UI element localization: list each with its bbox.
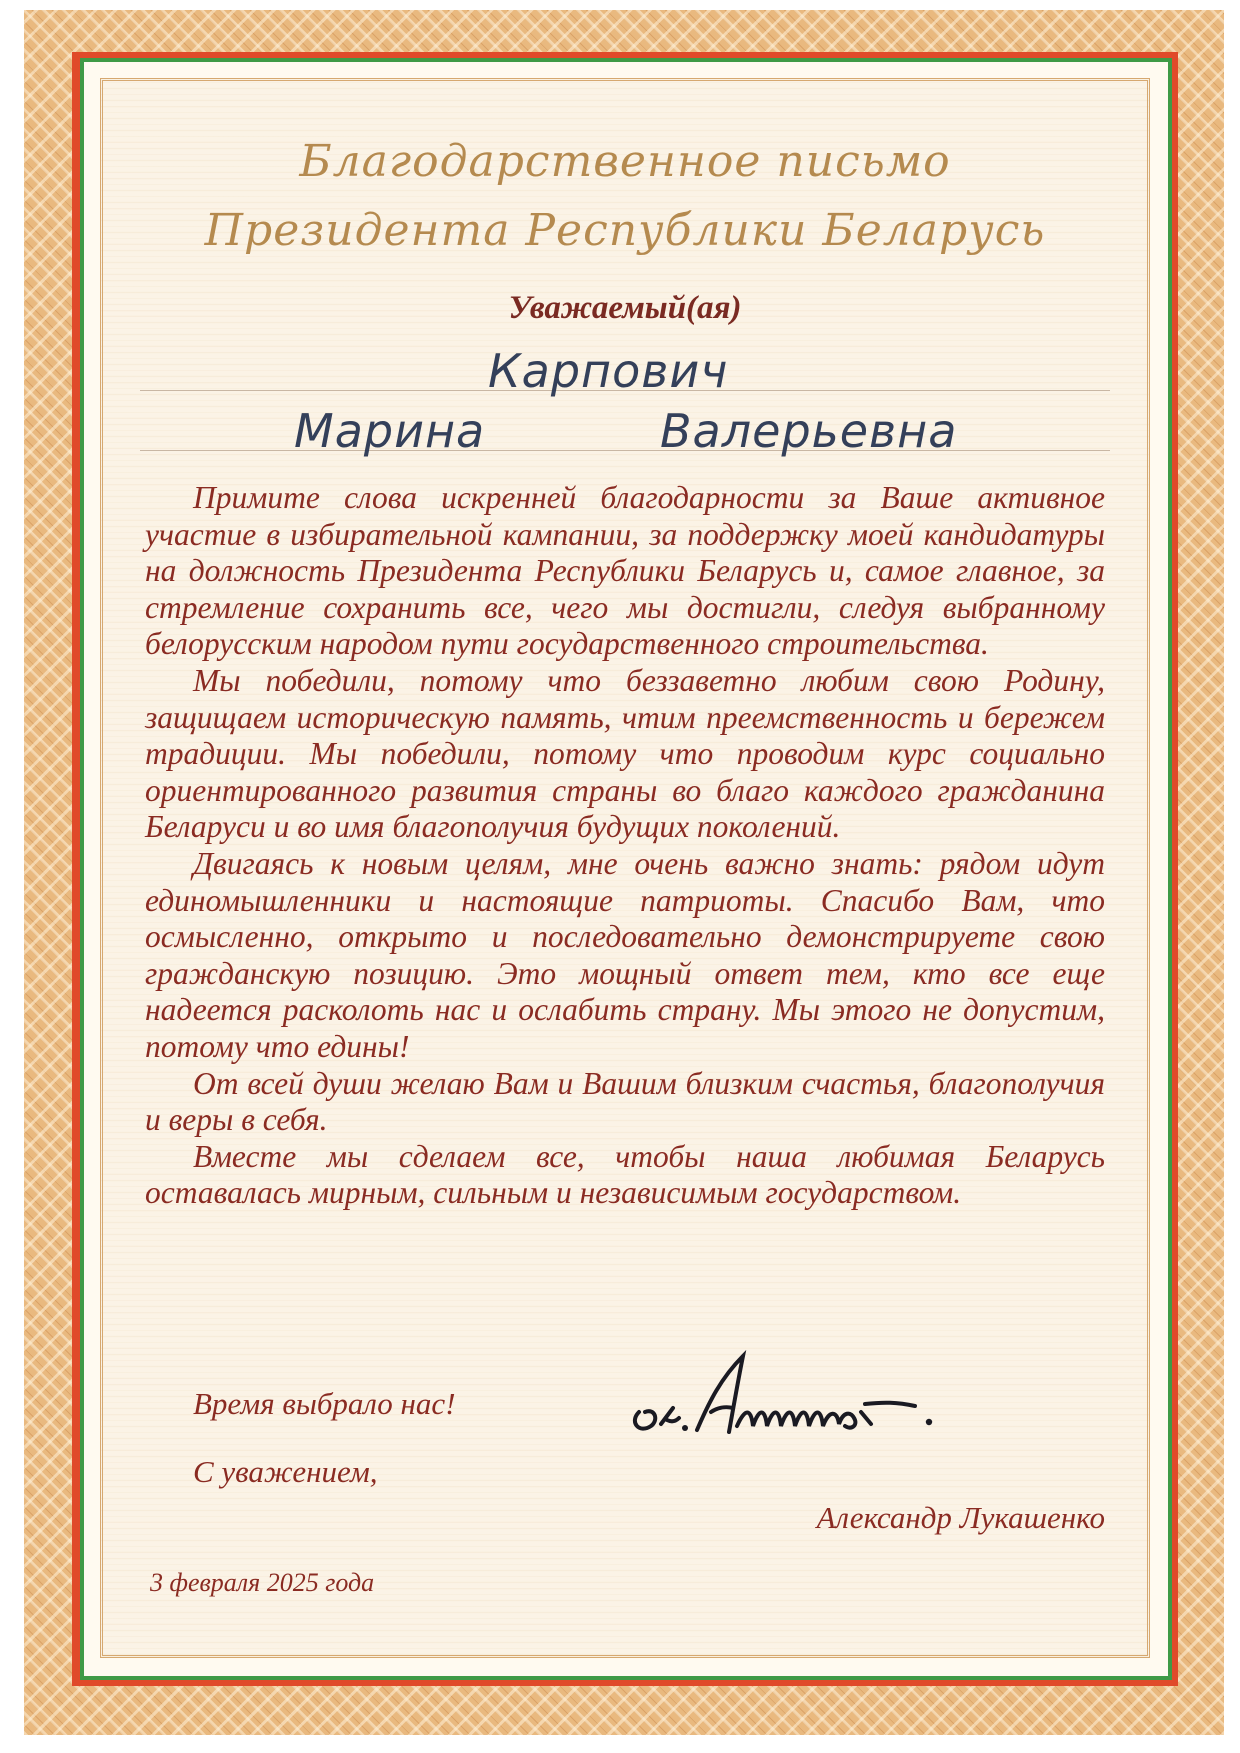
letter-date: 3 февраля 2025 года bbox=[150, 1568, 375, 1597]
signer-name: Александр Лукашенко bbox=[816, 1500, 1105, 1535]
letter-title-line-2: Президента Республики Беларусь bbox=[204, 205, 1046, 256]
letter-title-line-1: Благодарственное письмо bbox=[299, 136, 951, 187]
recipient-first-name: Марина bbox=[294, 404, 486, 458]
closing-phrase: С уважением, bbox=[193, 1454, 378, 1489]
recipient-patronymic: Валерьевна bbox=[660, 404, 958, 458]
body-paragraph: От всей души желаю Вам и Вашим близким счастья, благополучия и веры в себя. bbox=[145, 1065, 1105, 1138]
salutation: Уважаемый(ая) bbox=[508, 290, 742, 326]
handwritten-signature bbox=[625, 1350, 955, 1455]
body-paragraph: Примите слова искренней благодарности за Ваше активное участие в избирательной кампании, за поддержку моей кандидатуры на должность Президента Республики Беларусь и, самое главное, за стремление сохранить все, чего мы достигли, следуя выбранному белорусским народом пути государственного строительства. bbox=[145, 480, 1105, 662]
name-line-given bbox=[140, 450, 1110, 451]
letter-body bbox=[145, 480, 1105, 1212]
motto: Время выбрало нас! bbox=[193, 1386, 456, 1421]
body-paragraph: Двигаясь к новым целям, мне очень важно знать: рядом идут единомышленники и настоящие патриоты. Спасибо Вам, что осмысленно, открыто и последовательно демонстрируете свою гражданскую позицию. Это мощный ответ тем, кто все еще надеется расколоть нас и ослабить страну. Мы этого не допустим, потому что едины! bbox=[145, 845, 1105, 1064]
recipient-surname: Карпович bbox=[488, 344, 729, 398]
body-paragraph: Вместе мы сделаем все, чтобы наша любимая Беларусь оставалась мирным, сильным и независимым государством. bbox=[145, 1138, 1105, 1211]
body-paragraph: Мы победили, потому что беззаветно любим свою Родину, защищаем историческую память, чтим преемственность и бережем традиции. Мы победили, потому что проводим курс социально ориентированного развития страны во благо каждого гражданина Беларуси и во имя благополучия будущих поколений. bbox=[145, 662, 1105, 845]
